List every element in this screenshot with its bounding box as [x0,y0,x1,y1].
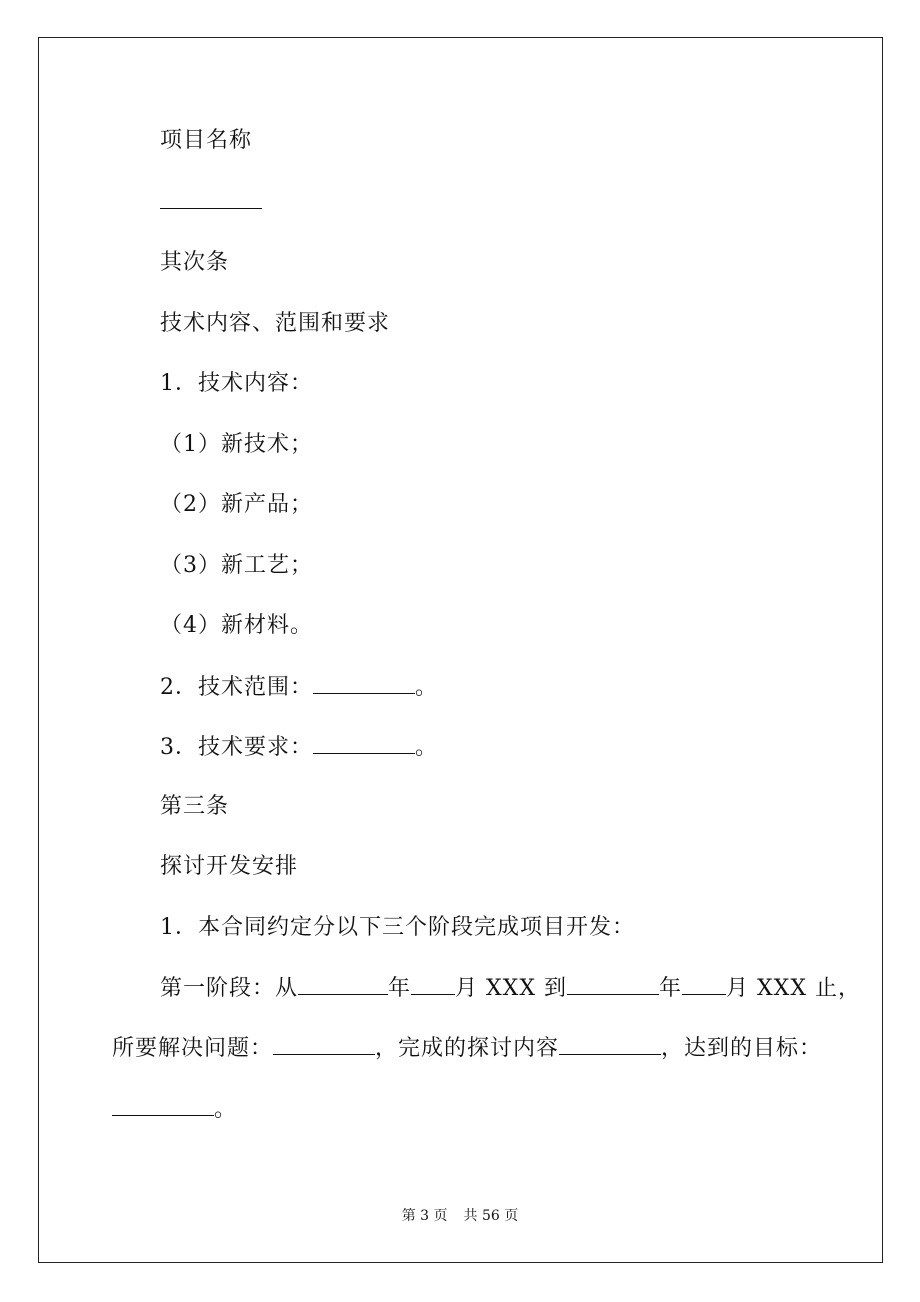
item-new-process: （3）新工艺； [160,553,313,578]
page-number: 第 3 页 [401,1208,448,1224]
stage-1-label: 第一阶段：从 [160,976,299,1001]
project-name-blank [160,188,262,217]
page-border [38,37,883,1263]
project-name-label: 项目名称 [160,128,253,153]
tech-req-line [160,733,438,762]
article-3-title: 第三条 [160,794,230,819]
tech-req-label: 3．技术要求： [160,735,313,760]
stage-intro: 1．本合同约定分以下三个阶段完成项目开发： [160,915,635,940]
item-new-tech: （1）新技术； [160,432,313,457]
tech-scope-blank [313,673,415,694]
article-2-title: 其次条 [160,250,230,275]
stage-1-line: 第一阶段：从 年 月 XXX 到 年 月 XXX 止， [160,976,862,1001]
article-3-heading: 探讨开发安排 [160,854,299,879]
page-total: 共 56 页 [463,1208,519,1224]
stage-1-target-line: 。 [112,1095,237,1124]
tech-req-blank [313,733,415,754]
stage-1-detail-line: 所要解决问题： ，完成的探讨内容 ，达到的目标： [112,1036,823,1061]
article-2-heading: 技术内容、范围和要求 [160,311,391,336]
tech-scope-label: 2．技术范围： [160,675,313,700]
tech-scope-line [160,673,438,702]
item-new-product: （2）新产品； [160,492,313,517]
tech-content-label: 1．技术内容： [160,371,313,396]
page-footer [0,1206,920,1226]
period: 。 [415,675,439,700]
period: 。 [415,735,439,760]
item-new-material: （4）新材料。 [160,613,313,638]
